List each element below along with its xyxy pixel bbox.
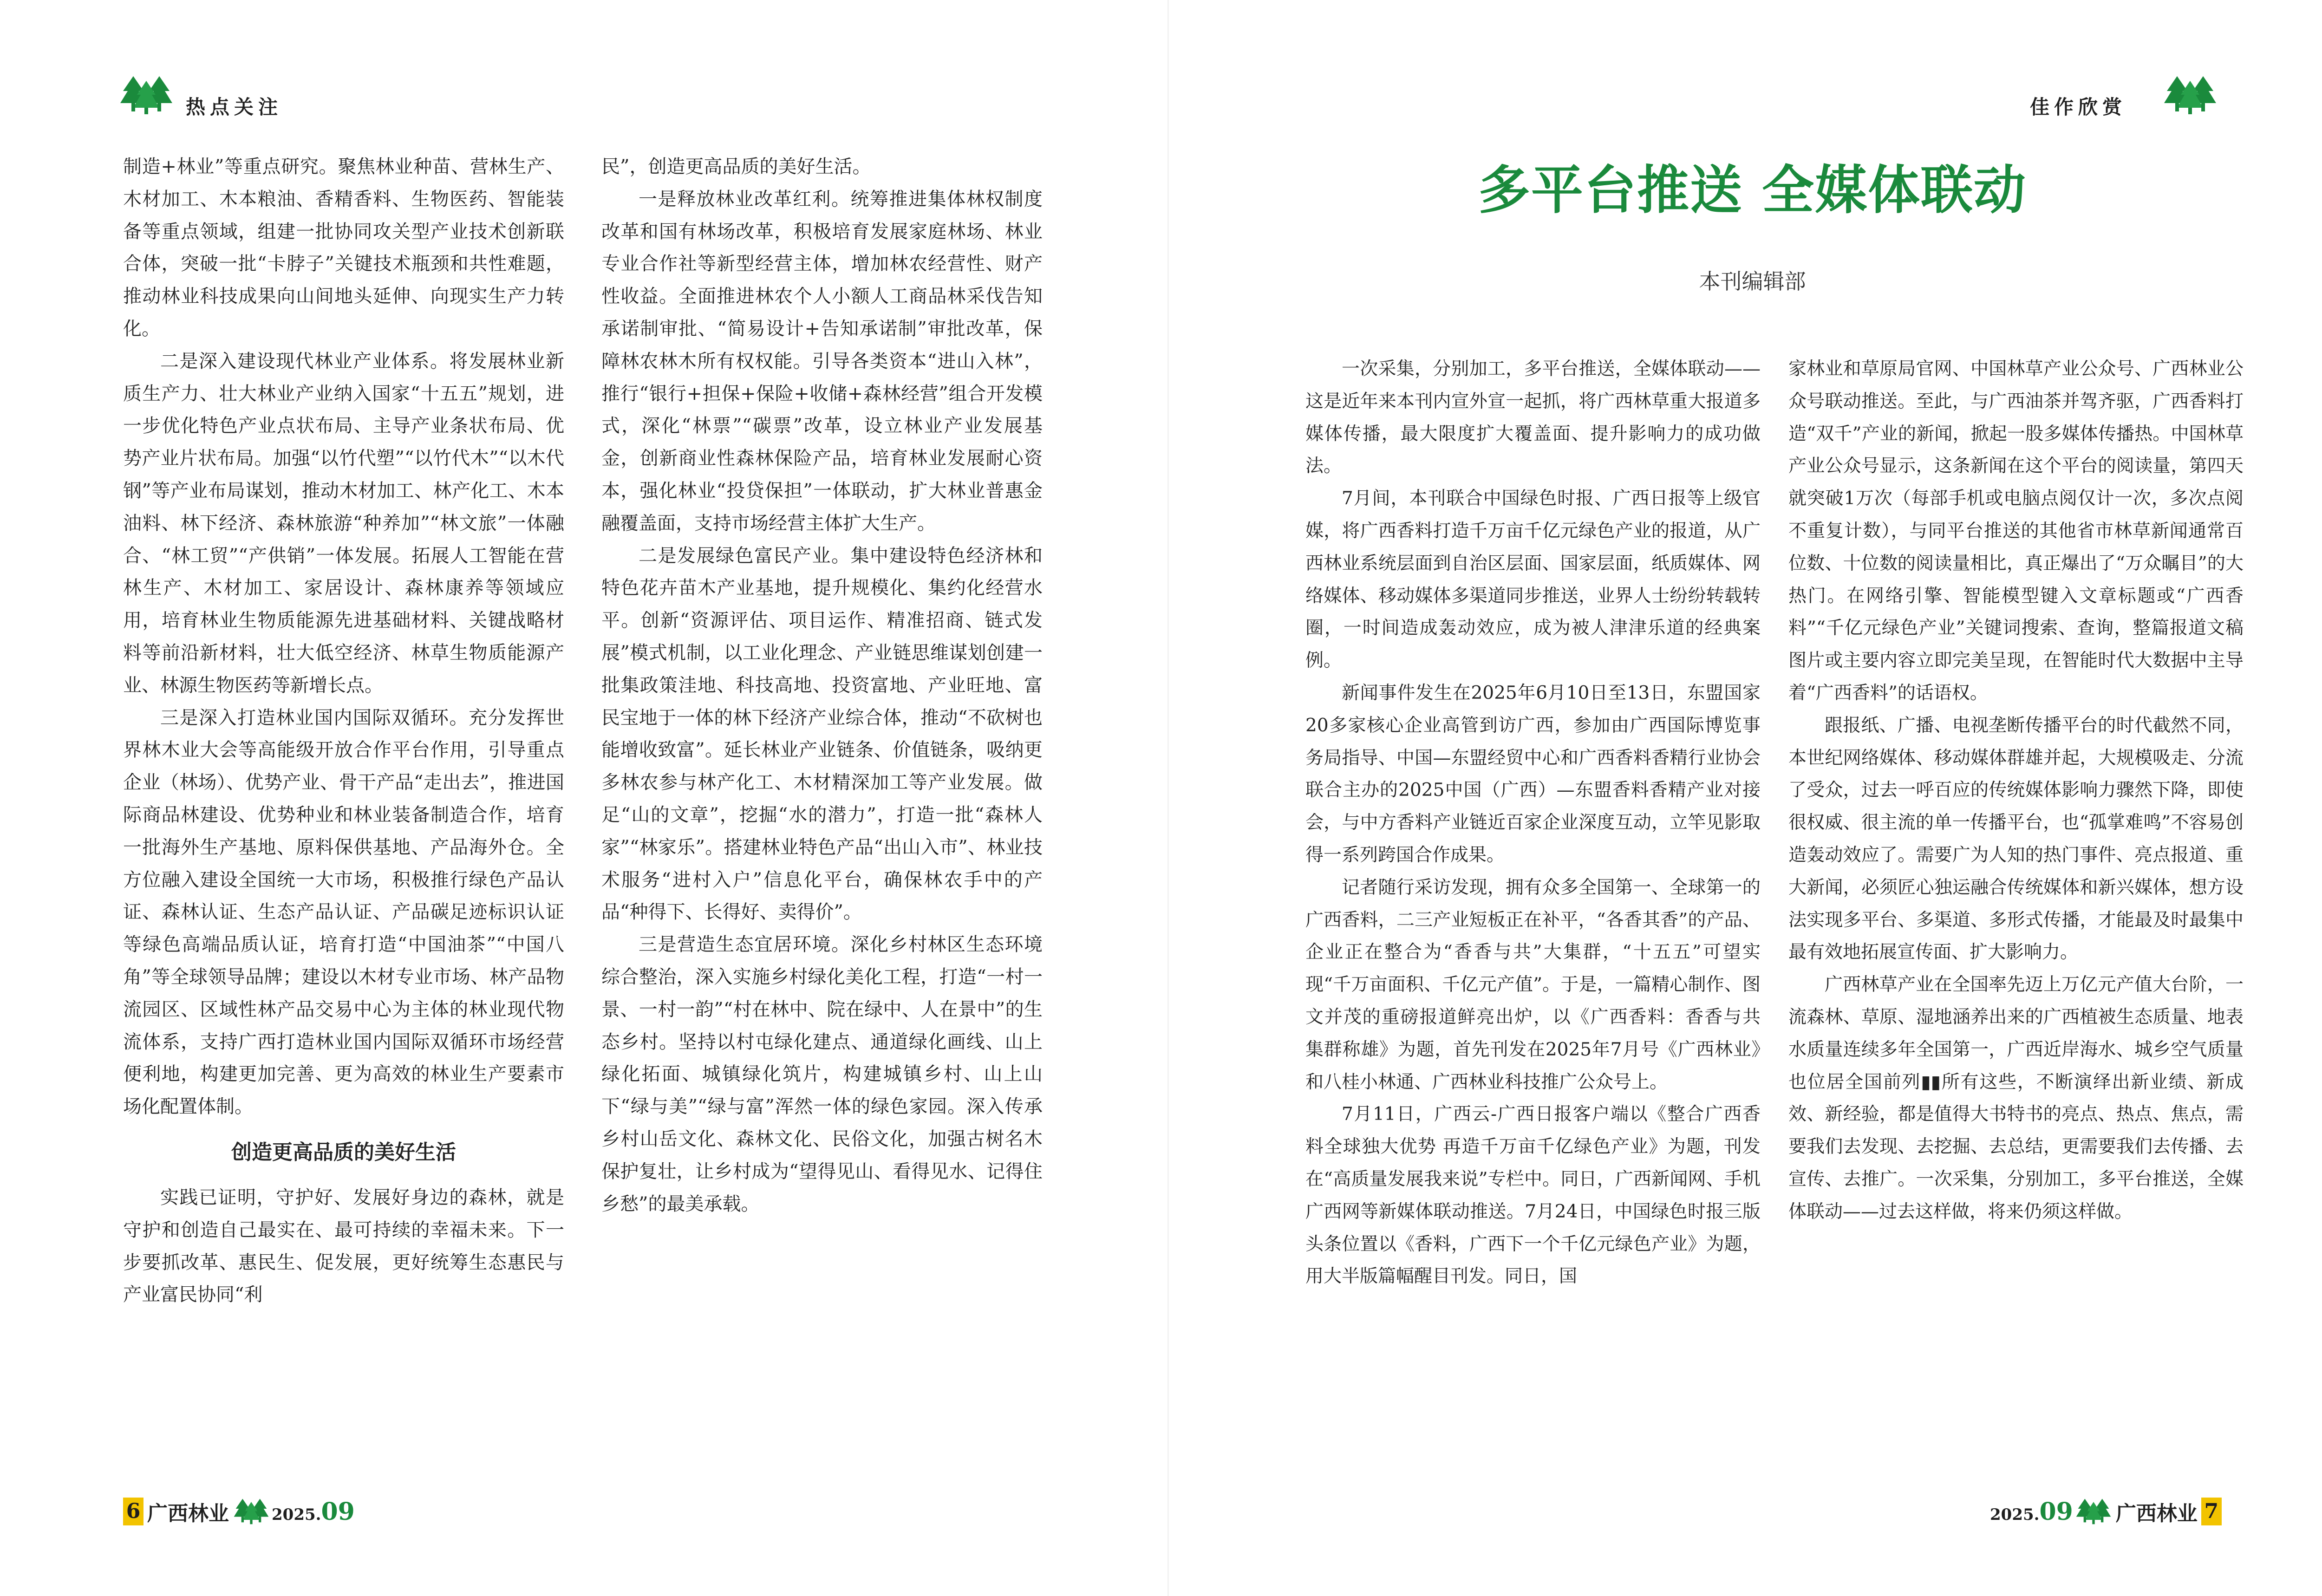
section-label: 热点关注 [186,96,283,118]
article-column-2 [1788,353,2244,1228]
tree-logo-icon [233,1497,270,1526]
paragraph: 新闻事件发生在2025年6月10日至13日，东盟国家20多家核心企业高管到访广西，参加由广西国际博览事务局指导、中国—东盟经贸中心和广西香料香精行业协会联合主办的2025中国（广西）—东盟香料香精产业对接会，与中方香料产业链近百家企业深度互动，立竿见影取得一系列跨国合作成果。 [1305,682,1761,866]
paragraph: 三是营造生态宜居环境。深化乡村林区生态环境综合整治，深入实施乡村绿化美化工程，打造“一村一景、一村一韵”“村在林中、院在绿中、人在景中”的生态乡村。坚持以村屯绿化建点、通道绿化画线、山上绿化拓面、城镇绿化筑片，构建城镇乡村、山上山下“绿与美”“绿与富”浑然一体的绿色家园。深入传承乡村山岳文化、森林文化、民俗文化，加强古树名木保护复壮，让乡村成为“望得见山、看得见水、记得住乡愁”的最美承载。 [601,934,1043,1215]
paragraph: 7月间，本刊联合中国绿色时报、广西日报等上级官媒，将广西香料打造千万亩千亿元绿色产业的报道，从广西林业系统层面到自治区层面、国家层面，纸质媒体、网络媒体、移动媒体多渠道同步推送，业界人士纷纷转载转圈，一时间造成轰动效应，成为被人津津乐道的经典案例。 [1305,488,1761,671]
article-column-2 [601,151,1043,1220]
issue-label: 2025.09 [1990,1497,2073,1526]
tree-logo-icon [2075,1497,2112,1526]
paragraph: 一是释放林业改革红利。统筹推进集体林权制度改革和国有林场改革，积极培育发展家庭林场、林业专业合作社等新型经营主体，增加林农经营性、财产性收益。全面推进林农个人小额人工商品林采伐告知承诺制审批、“简易设计+告知承诺制”审批改革，保障林农林木所有权权能。引导各类资本“进山入林”，推行“银行+担保+保险+收储+森林经营”组合开发模式，深化“林票”“碳票”改革，设立林业产业发展基金，创新商业性森林保险产品，培育林业发展耐心资本，强化林业“投贷保担”一体联动，扩大林业普惠金融覆盖面，支持市场经营主体扩大生产。 [601,188,1043,534]
paragraph: 民”，创造更高品质的美好生活。 [601,156,871,177]
paragraph: 一次采集，分别加工，多平台推送，全媒体联动——这是近年来本刊内宣外宣一起抓，将广西林草重大报道多媒体传播，最大限度扩大覆盖面、提升影响力的成功做法。 [1305,358,1761,477]
paragraph: 7月11日，广西云-广西日报客户端以《整合广西香料全球独大优势 再造千万亩千亿绿色产业》为题，刊发在“高质量发展我来说”专栏中。同日，广西新闻网、手机广西网等新媒体联动推送。7月24日，中国绿色时报三版头条位置以《香料，广西下一个千亿元绿色产业》为题，用大半版篇幅醒目刊发。同日，国 [1305,1104,1761,1287]
paragraph: 实践已证明，守护好、发展好身边的森林，就是守护和创造自己最实在、最可持续的幸福未来。下一步要抓改革、惠民生、促发展，更好统筹生态惠民与产业富民协同“利 [123,1186,564,1306]
paragraph: 三是深入打造林业国内国际双循环。充分发挥世界林木业大会等高能级开放合作平台作用，引导重点企业（林场）、优势产业、骨干产品“走出去”，推进国际商品林建设、优势种业和林业装备制造合作，培育一批海外生产基地、原料保供基地、产品海外仓。全方位融入建设全国统一大市场，积极推行绿色产品认证、森林认证、生态产品认证、产品碳足迹标识认证等绿色高端品质认证，培育打造“中国油茶”“中国八角”等全球领导品牌；建设以木材专业市场、林产品物流园区、区域性林产品交易中心为主体的林业现代物流体系，支持广西打造林业国内国际双循环市场经营便利地，构建更加完善、更为高效的林业生产要素市场化配置体制。 [123,707,564,1118]
page-number: 7 [2201,1498,2222,1525]
article-column-1 [1305,353,1761,1293]
tree-logo-icon [118,74,174,116]
page-footer [1988,1495,2222,1528]
paragraph: 跟报纸、广播、电视垄断传播平台的时代截然不同，本世纪网络媒体、移动媒体群雄并起，大规模吸走、分流了受众，过去一呼百应的传统媒体影响力骤然下降，即使很权威、很主流的单一传播平台，也“孤掌难鸣”不容易创造轰动效应了。需要广为人知的热门事件、亮点报道、重大新闻，必须匠心独运融合传统媒体和新兴媒体，想方设法实现多平台、多渠道、多形式传播，才能最及时最集中最有效地拓展宣传面、扩大影响力。 [1788,715,2244,963]
section-label: 佳作欣赏 [2030,96,2127,118]
magazine-name: 广西林业 [147,1502,229,1525]
paragraph: 二是发展绿色富民产业。集中建设特色经济林和特色花卉苗木产业基地，提升规模化、集约化经营水平。创新“资源评估、项目运作、精准招商、链式发展”模式机制，以工业化理念、产业链思维谋划创建一批集政策洼地、科技高地、投资富地、产业旺地、富民宝地于一体的林下经济产业综合体，推动“不砍树也能增收致富”。延长林业产业链条、价值链条，吸纳更多林农参与林产化工、木材精深加工等产业发展。做足“山的文章”，挖掘“水的潜力”，打造一批“森林人家”“林家乐”。搭建林业特色产品“出山入市”、林业技术服务“进村入户”信息化平台，确保林农手中的产品“种得下、长得好、卖得价”。 [601,545,1043,923]
tree-logo-icon [2162,74,2218,116]
paragraph: 制造+林业”等重点研究。聚焦林业种苗、营林生产、木材加工、木本粮油、香精香料、生物医药、智能装备等重点领域，组建一批协同攻关型产业技术创新联合体，突破一批“卡脖子”关键技术瓶颈和共性难题，推动林业科技成果向山间地头延伸、向现实生产力转化。 [123,156,564,339]
paragraph: 二是深入建设现代林业产业体系。将发展林业新质生产力、壮大林业产业纳入国家“十五五”规划，进一步优化特色产业点状布局、主导产业条状布局、优势产业片状布局。加强“以竹代塑”“以竹代木”“以木代钢”等产业布局谋划，推动木材加工、林产化工、木本油料、林下经济、森林旅游“种养加”“林文旅”一体融合、“林工贸”“产供销”一体发展。拓展人工智能在营林生产、木材加工、家居设计、森林康养等领域应用，培育林业生物质能源先进基础材料、关键战略材料等前沿新材料，壮大低空经济、林草生物质能源产业、林源生物医药等新增长点。 [123,350,564,696]
right-page [1168,0,2322,1596]
article-byline: 本刊编辑部 [1699,269,1806,294]
article-column-1 [123,151,564,1311]
page-number: 6 [123,1498,143,1525]
paragraph: 家林业和草原局官网、中国林草产业公众号、广西林业公众号联动推送。至此，与广西油茶并驾齐驱，广西香料打造“双千”产业的新闻，掀起一股多媒体传播热。中国林草产业公众号显示，这条新闻在这个平台的阅读量，第四天就突破1万次（每部手机或电脑点阅仅计一次，多次点阅不重复计数），与同平台推送的其他省市林草新闻通常百位数、十位数的阅读量相比，真正爆出了“万众瞩目”的大热门。在网络引擎、智能模型键入文章标题或“广西香料”“千亿元绿色产业”关键词搜索、查询，整篇报道文稿图片或主要内容立即完美呈现，在智能时代大数据中主导着“广西香料”的话语权。 [1788,358,2244,704]
paragraph: 广西林草产业在全国率先迈上万亿元产值大台阶，一流森林、草原、湿地涵养出来的广西植被生态质量、地表水质量连续多年全国第一，广西近岸海水、城乡空气质量也位居全国前列▮▮所有这些，不断演绎出新业绩、新成效、新经验，都是值得大书特书的亮点、热点、焦点，需要我们去发现、去挖掘、去总结，更需要我们去传播、去宣传、去推广。一次采集，分别加工，多平台推送，全媒体联动——过去这样做，将来仍须这样做。 [1788,974,2244,1222]
page-footer [123,1495,357,1528]
article-headline: 多平台推送 全媒体联动 [1478,160,2027,221]
paragraph: 记者随行采访发现，拥有众多全国第一、全球第一的广西香料，二三产业短板正在补平，“各香其香”的产品、企业正在整合为“香香与共”大集群，“十五五”可望实现“千万亩面积、千亿元产值”。于是，一篇精心制作、图文并茂的重磅报道鲜亮出炉，以《广西香料：香香与共 集群称雄》为题，首先刊发在2025年7月号《广西林业》和八桂小林通、广西林业科技推广公众号上。 [1305,877,1761,1093]
section-heading: 创造更高品质的美好生活 [231,1140,456,1164]
magazine-name: 广西林业 [2115,1502,2198,1525]
issue-label: 2025.09 [272,1497,355,1526]
